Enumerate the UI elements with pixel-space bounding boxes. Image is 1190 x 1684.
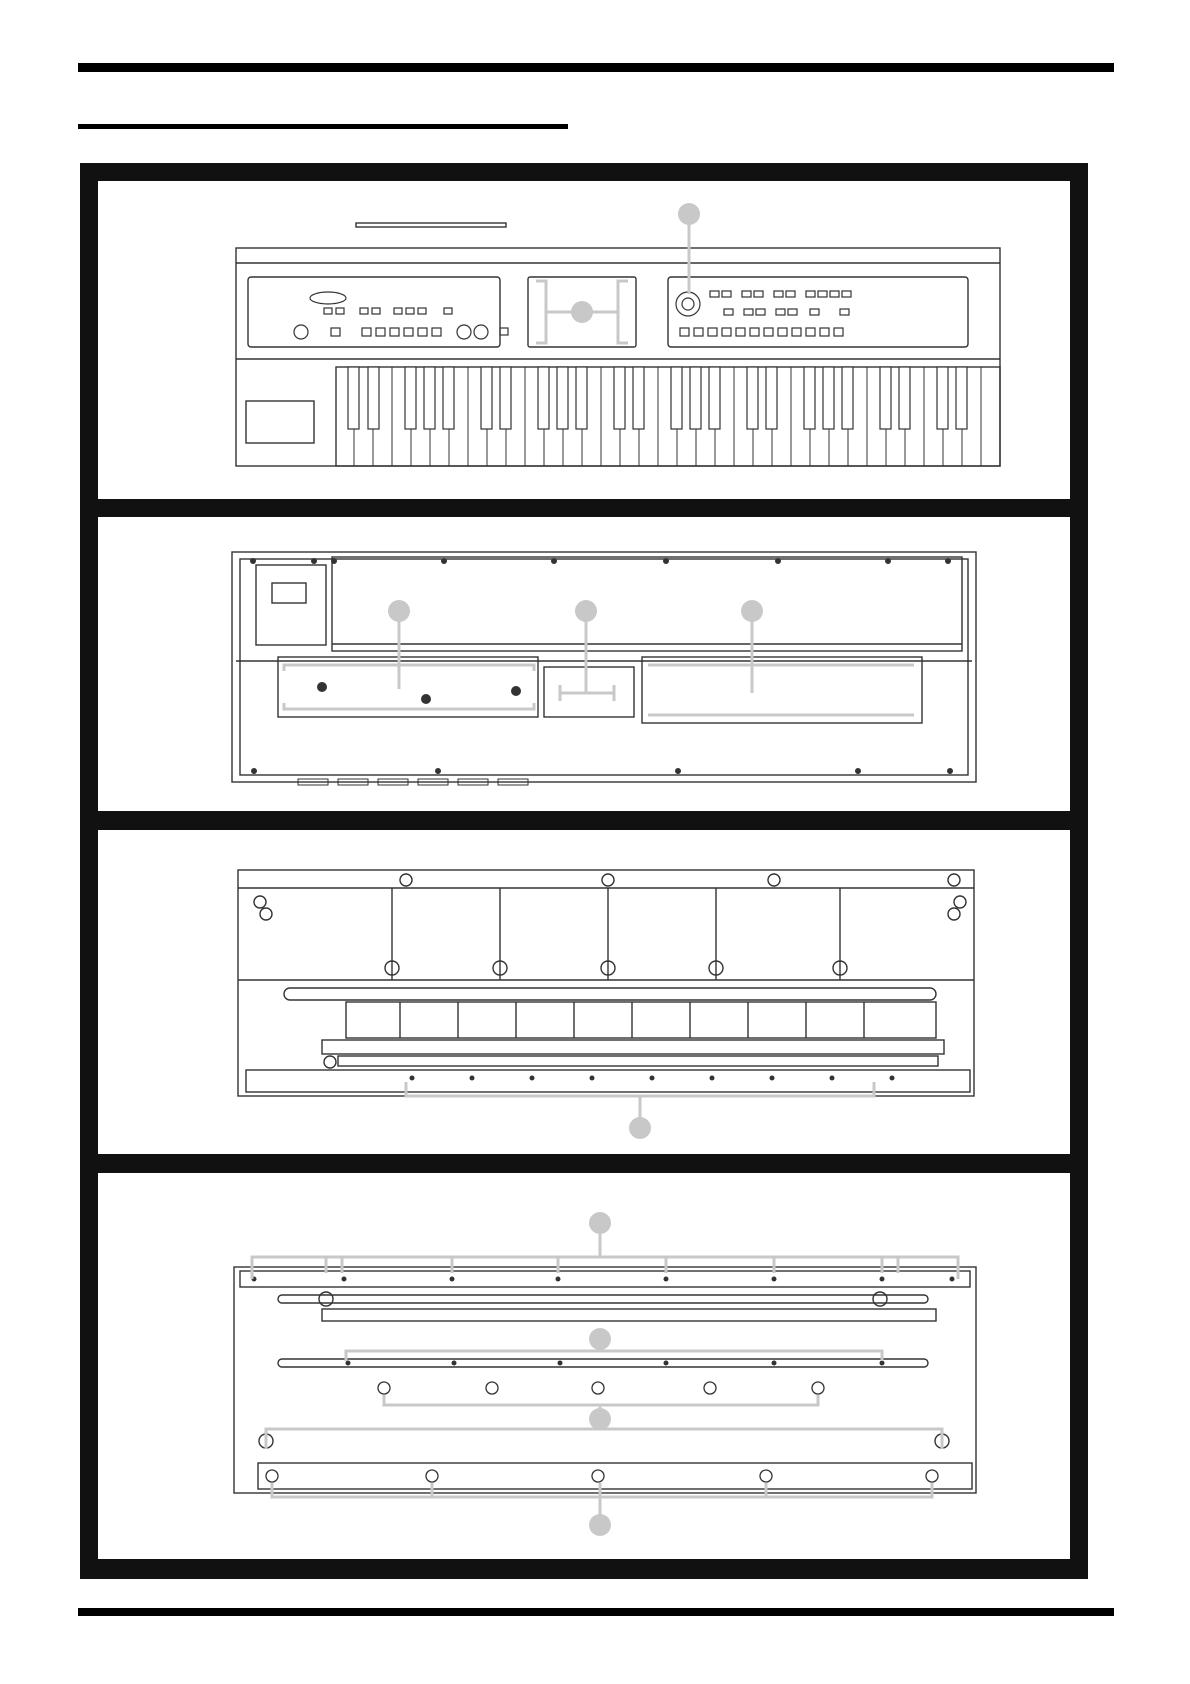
panel-chassis-view [98,830,1070,1154]
bottom-screws [266,1382,938,1482]
callout-marker [678,203,700,225]
chassis-view-drawing [98,830,1070,1154]
callout-marker [589,1408,611,1430]
callout-marker [571,301,593,323]
top-view-drawing [98,181,1070,499]
left-panel-controls [294,292,508,339]
section-underline-rule [78,124,568,129]
illustration-frame [80,163,1088,1579]
callout-marker [589,1514,611,1536]
panel-inner-top-view [98,517,1070,811]
top-view-callout-leaders [536,214,689,343]
callout-marker [388,600,410,622]
right-panel-controls [676,291,851,336]
inner-top-view-drawing [98,517,1070,811]
callout-marker [589,1212,611,1234]
panel-bottom-view [98,1173,1070,1559]
top-header-rule [78,63,1114,72]
bottom-footer-rule [78,1608,1114,1616]
chassis-bottom-dots [410,1076,895,1081]
callout-marker [575,600,597,622]
chassis-screws [254,874,966,1068]
callout-marker [741,600,763,622]
callout-marker [629,1117,651,1139]
inner-top-callout-leaders [284,611,914,715]
callout-marker [589,1328,611,1350]
bottom-view-drawing [98,1173,1070,1559]
panel-top-view [98,181,1070,499]
bottom-callout-leaders [252,1223,958,1525]
